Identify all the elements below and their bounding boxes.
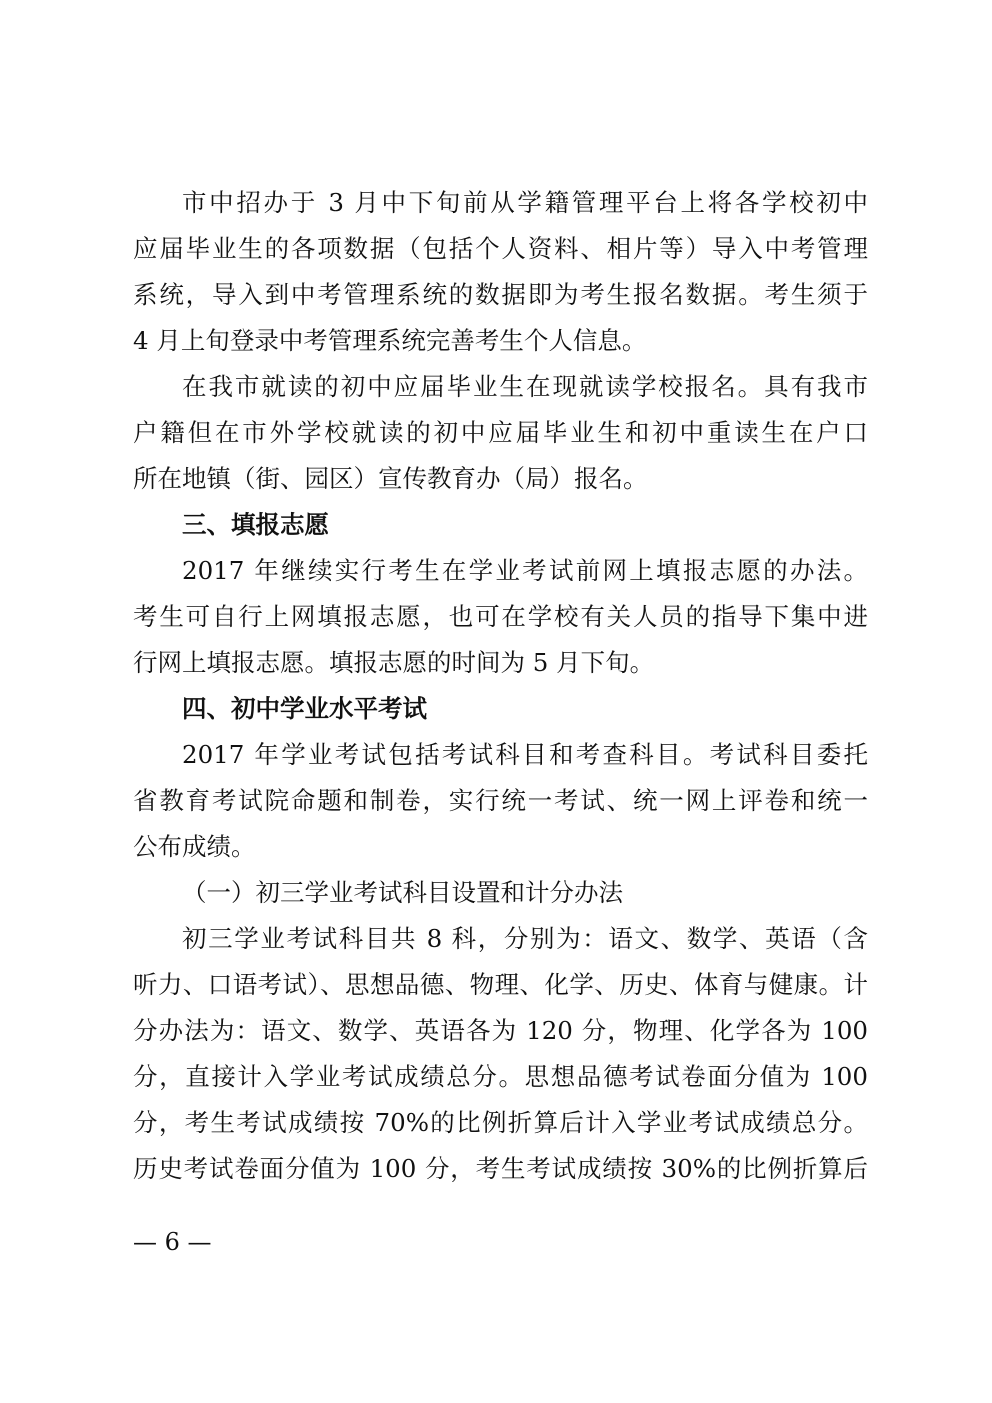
section-heading-4: 四、初中学业水平考试 — [182, 694, 427, 723]
paragraph-2-line-2: 户籍但在市外学校就读的初中应届毕业生和初中重读生在户口 — [133, 418, 868, 447]
paragraph-2-line-3: 所在地镇（街、园区）宣传教育办（局）报名。 — [133, 464, 648, 493]
paragraph-5-line-1: 初三学业考试科目共 8 科，分别为：语文、数学、英语（含 — [182, 924, 868, 953]
paragraph-4-line-3: 公布成绩。 — [133, 832, 256, 861]
paragraph-3-line-2: 考生可自行上网填报志愿，也可在学校有关人员的指导下集中进 — [133, 602, 868, 631]
paragraph-5-line-2: 听力、口语考试）、思想品德、物理、化学、历史、体育与健康。计 — [133, 970, 868, 999]
paragraph-3-line-1: 2017 年继续实行考生在学业考试前网上填报志愿的办法。 — [182, 556, 868, 585]
paragraph-5-line-4: 分，直接计入学业考试成绩总分。思想品德考试卷面分值为 100 — [133, 1062, 868, 1091]
section-heading-3: 三、填报志愿 — [182, 510, 329, 539]
paragraph-1-line-1: 市中招办于 3 月中下旬前从学籍管理平台上将各学校初中 — [182, 188, 868, 217]
paragraph-4-line-1: 2017 年学业考试包括考试科目和考查科目。考试科目委托 — [182, 740, 868, 769]
paragraph-5-line-5: 分，考生考试成绩按 70%的比例折算后计入学业考试成绩总分。 — [133, 1108, 868, 1137]
paragraph-4-line-2: 省教育考试院命题和制卷，实行统一考试、统一网上评卷和统一 — [133, 786, 868, 815]
paragraph-1-line-4: 4 月上旬登录中考管理系统完善考生个人信息。 — [133, 326, 647, 355]
paragraph-1-line-2: 应届毕业生的各项数据（包括个人资料、相片等）导入中考管理 — [133, 234, 868, 263]
paragraph-2-line-1: 在我市就读的初中应届毕业生在现就读学校报名。具有我市 — [182, 372, 868, 401]
subsection-heading-1: （一）初三学业考试科目设置和计分办法 — [182, 878, 623, 907]
paragraph-5-line-3: 分办法为：语文、数学、英语各为 120 分，物理、化学各为 100 — [133, 1016, 868, 1045]
paragraph-5-line-6: 历史考试卷面分值为 100 分，考生考试成绩按 30%的比例折算后 — [133, 1154, 868, 1183]
paragraph-1-line-3: 系统，导入到中考管理系统的数据即为考生报名数据。考生须于 — [133, 280, 868, 309]
page-number: — 6 — — [133, 1228, 212, 1256]
paragraph-3-line-3: 行网上填报志愿。填报志愿的时间为 5 月下旬。 — [133, 648, 655, 677]
